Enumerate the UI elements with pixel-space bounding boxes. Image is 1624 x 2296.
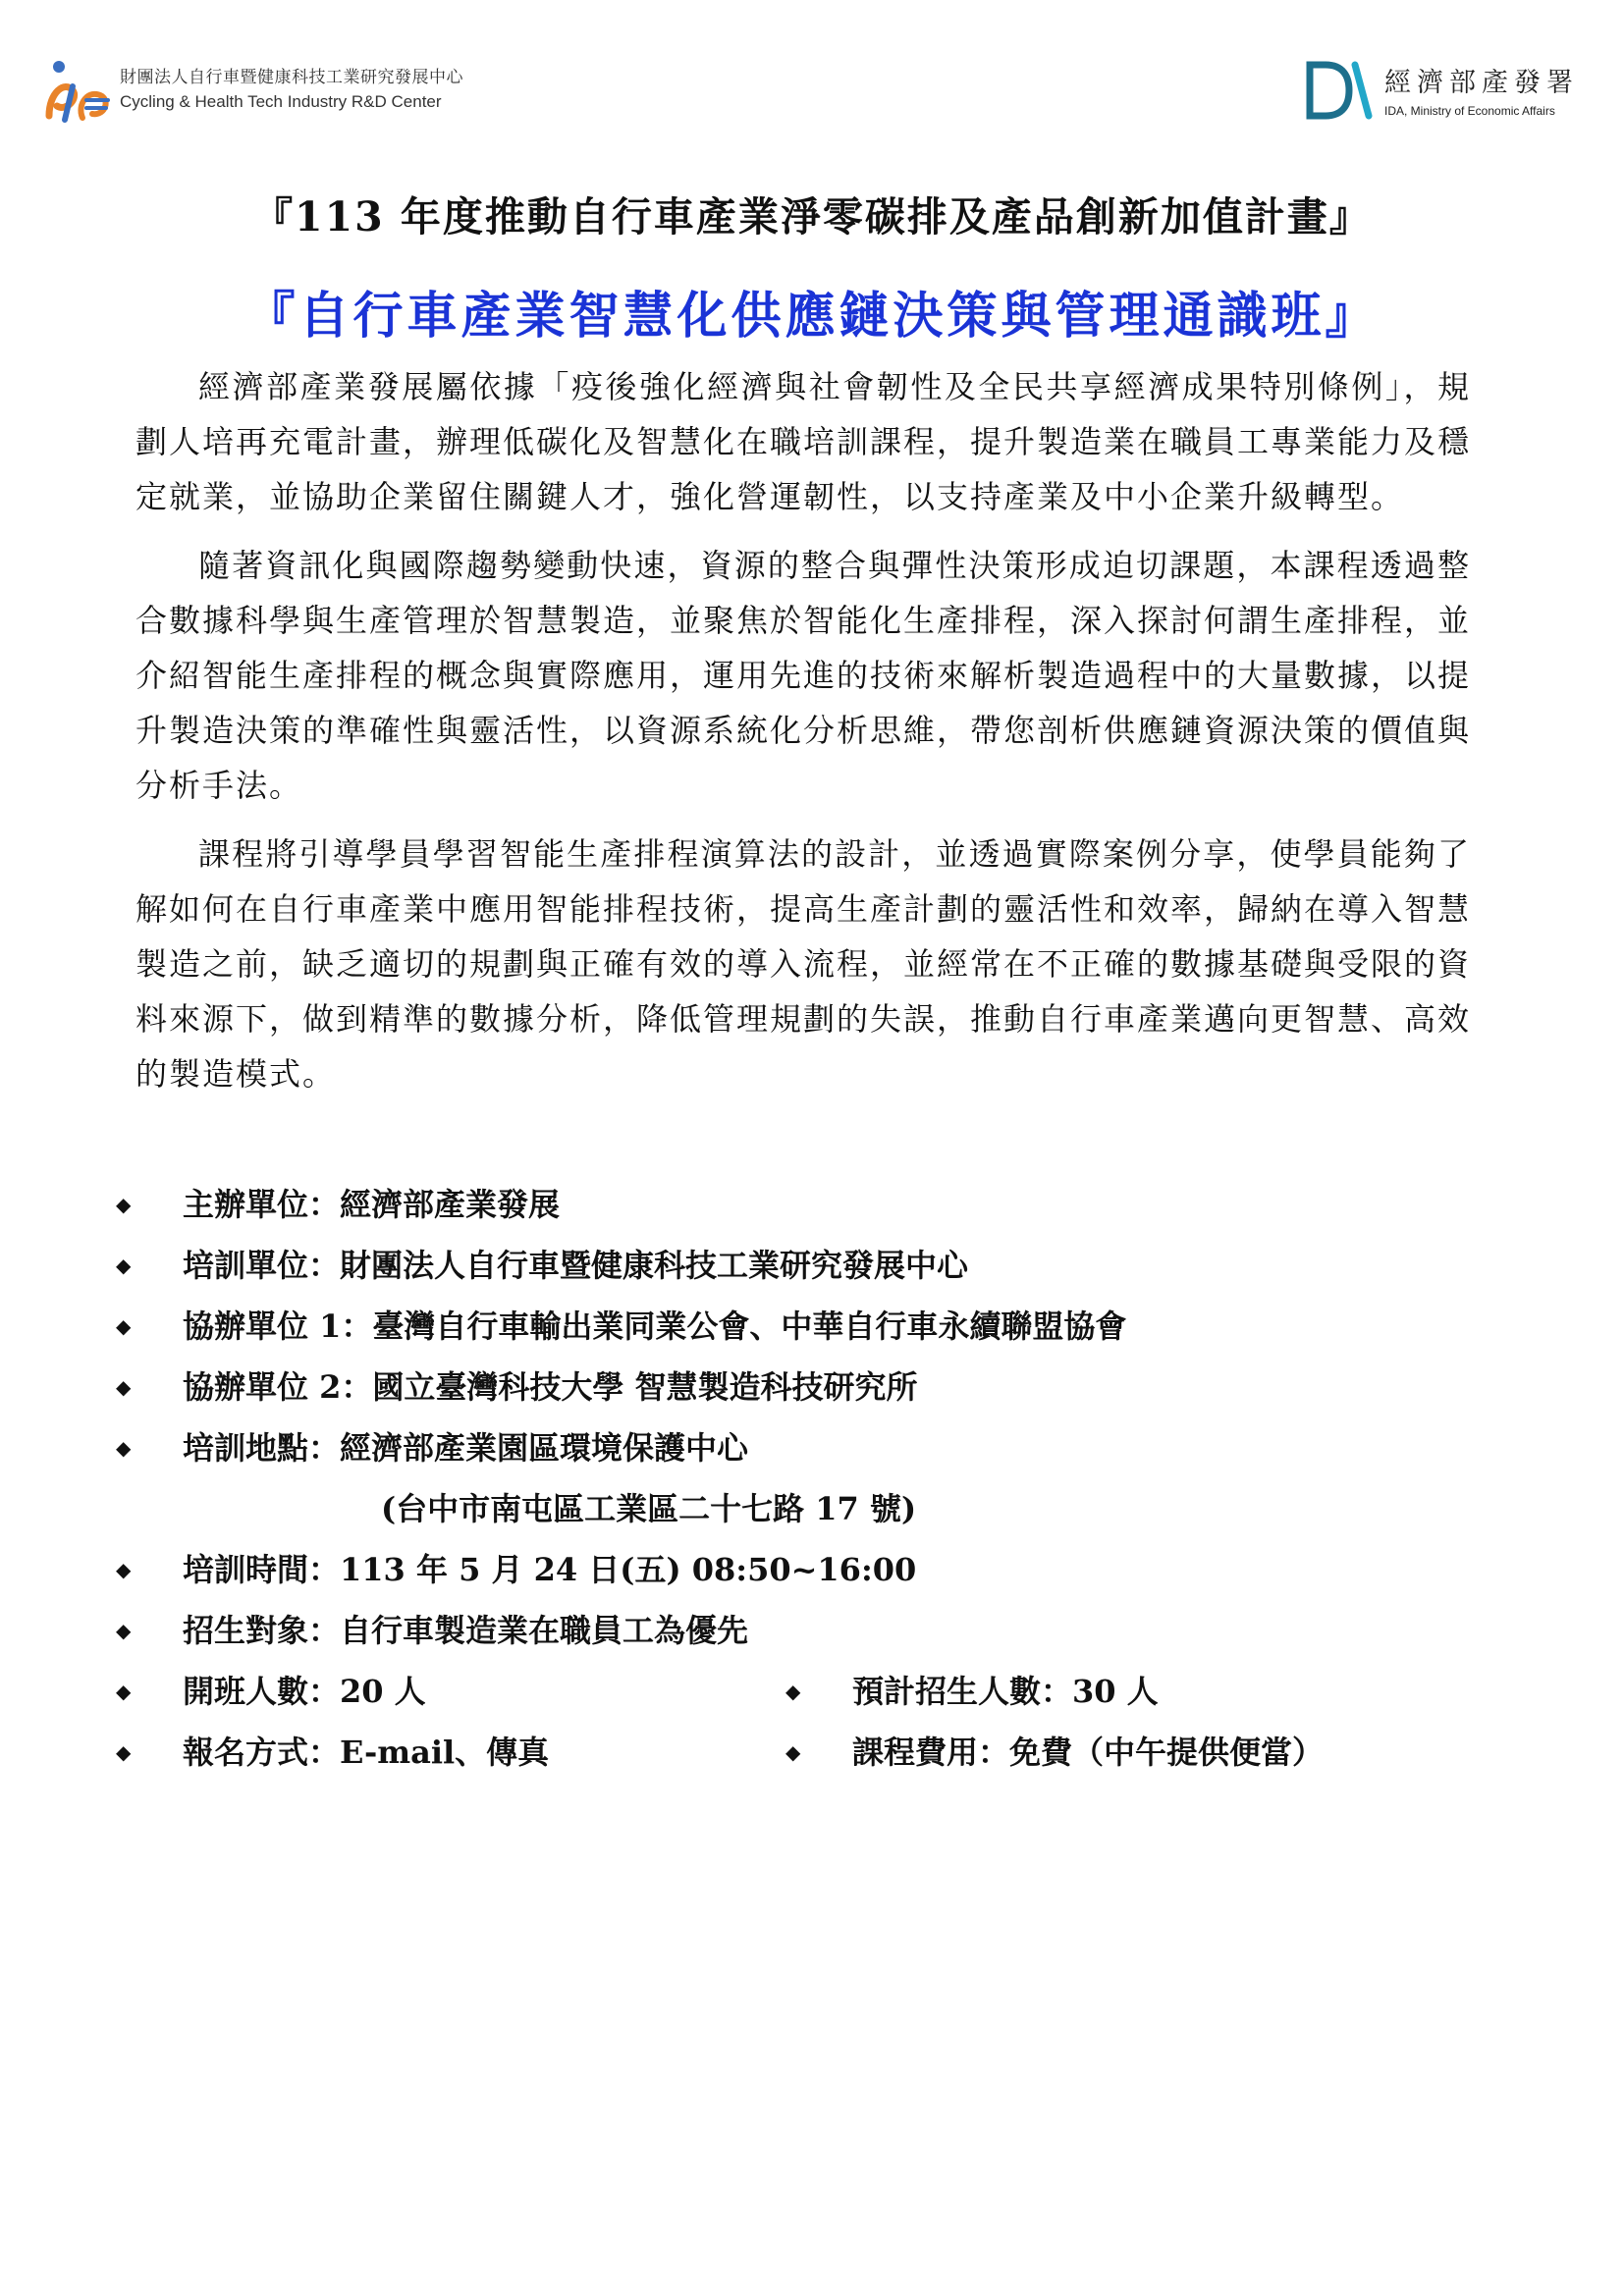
org-name-chinese: 財團法人自行車暨健康科技工業研究發展中心 xyxy=(120,68,463,87)
intro-paragraph: 經濟部產業發展屬依據「疫後強化經濟與社會韌性及全民共享經濟成果特別條例」，規劃人培再充電計畫，辦理低碳化及智慧化在職培訓課程，提升製造業在職員工專業能力及穩定就業，並協助企業留住關鍵人才，強化營運韌性，以支持產業及中小企業升級轉型。 xyxy=(135,368,1472,515)
ida-name-english: IDA, Ministry of Economic Affairs xyxy=(1384,104,1555,118)
plan-title: 『113 年度推動自行車產業淨零碳排及產品創新加值計畫』 xyxy=(252,193,1372,240)
info-row: ◆ 培訓地點：經濟部產業園區環境保護中心 xyxy=(116,1417,1490,1478)
diamond-bullet-icon: ◆ xyxy=(116,1619,132,1642)
org-name-english: Cycling & Health Tech Industry R&D Center xyxy=(120,92,442,111)
info-row: ◆ 協辦單位 1：臺灣自行車輸出業同業公會、中華自行車永續聯盟協會 xyxy=(116,1296,1490,1357)
intro-paragraph: 課程將引導學員學習智能生產排程演算法的設計，並透過實際案例分享，使學員能夠了解如何在自行車產業中應用智能排程技術，提高生產計劃的靈活性和效率，歸納在導入智慧製造之前，缺乏適切的規劃與正確有效的導入流程，並經常在不正確的數據基礎與受限的資料來源下，做到精準的數據分析，降低管理規劃的失誤，推動自行車產業邁向更智慧、高效的製造模式。 xyxy=(135,835,1472,1093)
intro-section xyxy=(135,359,1471,1115)
intro-paragraph: 隨著資訊化與國際趨勢變動快速，資源的整合與彈性決策形成迫切課題，本課程透過整合數據科學與生產管理於智慧製造，並聚焦於智能化生產排程，深入探討何謂生產排程，並介紹智能生產排程的概念與實際應用，運用先進的技術來解析製造過程中的大量數據，以提升製造決策的準確性與靈活性，以資源系統化分析思維，帶您剖析供應鏈資源決策的價值與分析手法。 xyxy=(135,547,1472,804)
diamond-bullet-icon: ◆ xyxy=(116,1436,132,1460)
diamond-bullet-icon: ◆ xyxy=(116,1680,132,1703)
info-item-address: (台中市南屯區工業區二十七路 17 號) xyxy=(381,1490,917,1527)
diamond-bullet-icon: ◆ xyxy=(116,1558,132,1581)
info-row: ◆ 開班人數：20 人 ◆ 預計招生人數：30 人 xyxy=(116,1661,1490,1722)
diamond-bullet-icon: ◆ xyxy=(116,1193,132,1216)
ida-logo xyxy=(1306,57,1600,130)
cycling-logo-icon xyxy=(43,57,114,130)
info-row xyxy=(116,1478,1490,1539)
page-header xyxy=(0,0,1624,147)
diamond-bullet-icon: ◆ xyxy=(116,1375,132,1399)
diamond-bullet-icon: ◆ xyxy=(116,1740,132,1764)
course-title: 『自行車產業智慧化供應鏈決策與管理通識班』 xyxy=(244,287,1380,346)
diamond-bullet-icon: ◆ xyxy=(116,1254,132,1277)
info-row: ◆ 主辦單位：經濟部產業發展 xyxy=(116,1174,1490,1235)
ida-mark-icon xyxy=(1306,61,1373,120)
ida-name-chinese: 經濟部產發署 xyxy=(1384,68,1579,98)
diamond-bullet-icon: ◆ xyxy=(785,1680,801,1703)
info-row: ◆ 招生對象：自行車製造業在職員工為優先 xyxy=(116,1600,1490,1661)
info-row: ◆ 協辦單位 2：國立臺灣科技大學 智慧製造科技研究所 xyxy=(116,1357,1490,1417)
info-row: ◆ 培訓單位：財團法人自行車暨健康科技工業研究發展中心 xyxy=(116,1235,1490,1296)
diamond-bullet-icon: ◆ xyxy=(785,1740,801,1764)
info-row: ◆ 培訓時間：113 年 5 月 24 日(五) 08:50~16:00 xyxy=(116,1539,1490,1600)
cycling-center-logo xyxy=(43,57,495,130)
course-info-list xyxy=(116,1174,1490,1783)
info-row: ◆ 報名方式：E-mail、傳真 ◆ 課程費用：免費（中午提供便當） xyxy=(116,1722,1490,1783)
diamond-bullet-icon: ◆ xyxy=(116,1314,132,1338)
